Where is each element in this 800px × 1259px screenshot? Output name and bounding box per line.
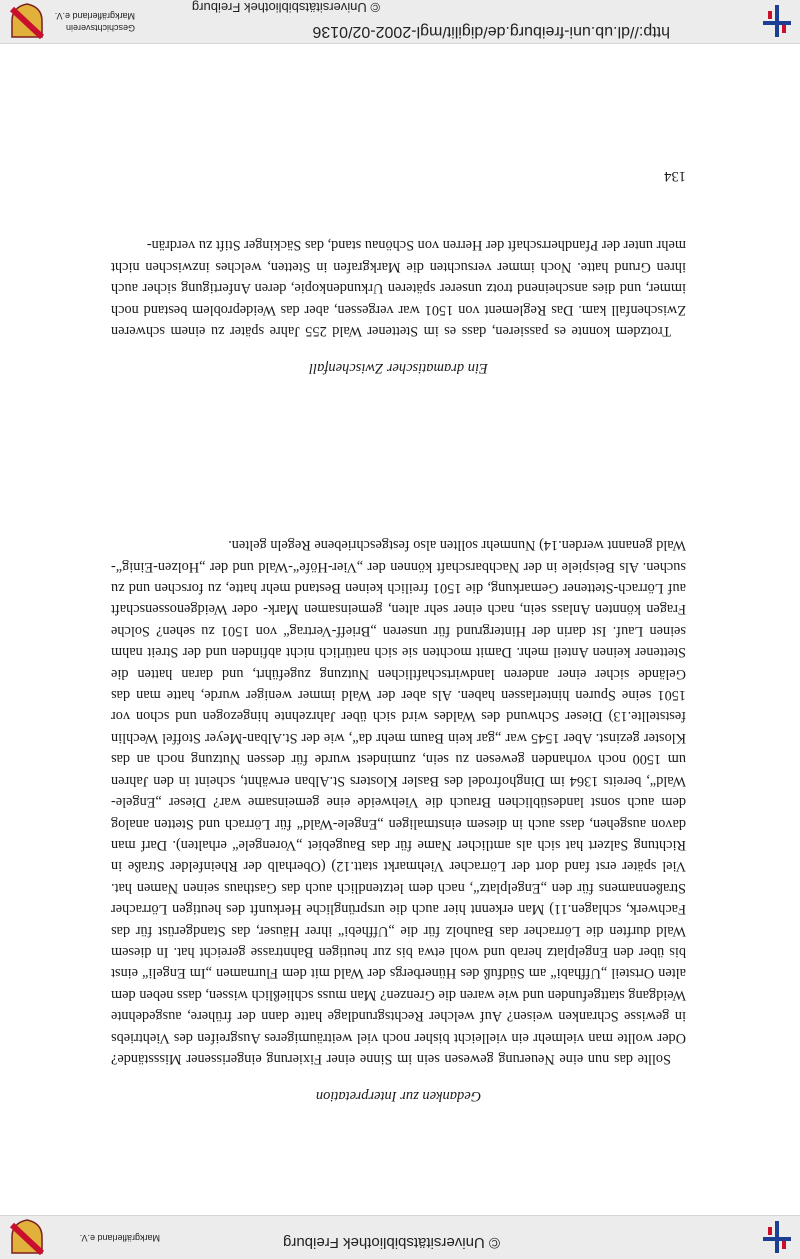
society-name-line2: Markgräflerland e.V. — [54, 11, 135, 21]
viewer-bottom-bar — [0, 0, 800, 44]
coat-of-arms-icon — [10, 3, 44, 39]
section-heading-interpretation: Gedanken zur Interpretation — [315, 1088, 482, 1104]
copyright-text: © Universitätsbibliothek Freiburg — [191, 0, 380, 15]
viewer-top-bar — [0, 1215, 800, 1259]
text-block-2 — [111, 234, 686, 341]
copyright-text: © Universitätsbibliothek Freiburg — [283, 1234, 500, 1251]
society-name: Markgräflerland e.V. — [79, 1233, 160, 1243]
paragraph-interpretation: Sollte das nun eine Neuerung gewesen sein im Sinne einer Fixierung eingerissener Missstände? Oder wollte man vielmehr ein vielleicht bisher noch viel weiträumigeres Ausgreifen des Viehtriebs in gewisse Schranken weisen? Auf welcher Rechtsgrundlage hatte dann der frühere, ausgedehnte Weidgang stattgefunden und wie waren die Grenzen? Man muss schließlich wissen, dass neben dem alten Ortsteil „Uffhabi“ am Südfuß des Hünerbergs der Wald mit dem Flurnamen „Im Engeli“ einst bis über den Engelplatz herab und wohl etwa bis zur heutigen Bahntrasse gereicht hat. In diesem Wald durften die Lörracher das Bauholz für die „Uffhebi“ ihrer Häuser, das Standgerüst für das Fachwerk, schlagen.11) Man erkennt hier auch die ursprüngliche Herkunft des heutigen Lörracher Straßennamens für den „Engelplatz“, nach dem letztendlich auch das Gasthaus seinen Namen hat. Viel später erst fand dort der Lörracher Viehmarkt statt.12) (Oberhalb der Rheinfelder Straße in Richtung Salzert hat sich als amtlicher Name für das Baugebiet „Vorengele“ erhalten). Darf man davon ausgehen, dass auch in diesem einstmaligen „Engele-Wald“ für Lörrach und Stetten analog dem auch sonst landesüblichen Brauch die Viehweide eine gemeinsame war? Dieser „Engele-Wald“, bereits 1364 im Dinghofrodel des Basler Klosters St.Alban erwähnt, scheint in den Jahren um 1500 noch vorhanden gewesen zu sein, zumindest wurde für dessen Nutzung noch an das Kloster gezinst. Aber 1545 war „gar kein Baum mehr da“, wie der St.Alban-Meyer Stoffel Wechlin feststellte.13) Dieser Schwund des Waldes wird sich über Jahrzehnte hingezogen und schon vor 1501 seine Spuren hinterlassen haben. Als aber der Wald immer weniger wurde, hatte man das Gelände sicher einer anderen landwirtschaftlichen Nutzung zugeführt, und daran hatten die Stettener keinen Anteil mehr. Damit mochten sie sich natürlich nicht abfinden und der Streit nahm seinen Lauf. Ist darin der Hintergrund für unseren „Brieff-Vertrag“ von 1501 zu sehen? Solche Fragen könnten Anlass sein, nach einer sehr alten, gemeinsamen Mark- oder Weidgenossenschaft auf Lörrach-Stettener Gemarkung, die 1501 freilich keinen Bestand mehr hatte, zu forschen und zu suchen. Als Beispiele in der Nachbarschaft können der „Vier-Höfe“-Wald und der „Holzen-Einig“-Wald genannt werden.14) Nunmehr sollten also festgeschriebene Regeln gelten. — [111, 537, 686, 1067]
paragraph-incident: Trotzdem konnte es passieren, dass es im Stettener Wald 255 Jahre später zu einem schweren Zwischenfall kam. Das Reglement von 1501 war vergessen, aber das Weideproblem bestand noch immer, und dies anscheinend trotz unserer späteren Urkundenkopie, deren Anfertigung sicher auch ihren Grund hatte. Noch immer versuchten die Markgrafen in Stetten, welches inzwischen nicht mehr unter der Pfandherrschaft der Herren von Schönau stand, das Säckinger Stift zu verdrän- — [111, 237, 686, 339]
page-number: 134 — [664, 168, 686, 184]
coat-of-arms-icon — [10, 1219, 44, 1255]
university-library-cross-icon — [760, 1221, 794, 1253]
section-heading-incident: Ein dramatischer Zwischenfall — [309, 360, 488, 376]
university-library-cross-icon — [760, 5, 794, 37]
society-name-line1: Geschichtsverein — [65, 23, 135, 33]
text-block-1 — [111, 534, 686, 1069]
document-url: http://dl.ub.uni-freiburg.de/digilit/mgl-2002-02/0136 — [312, 23, 670, 40]
